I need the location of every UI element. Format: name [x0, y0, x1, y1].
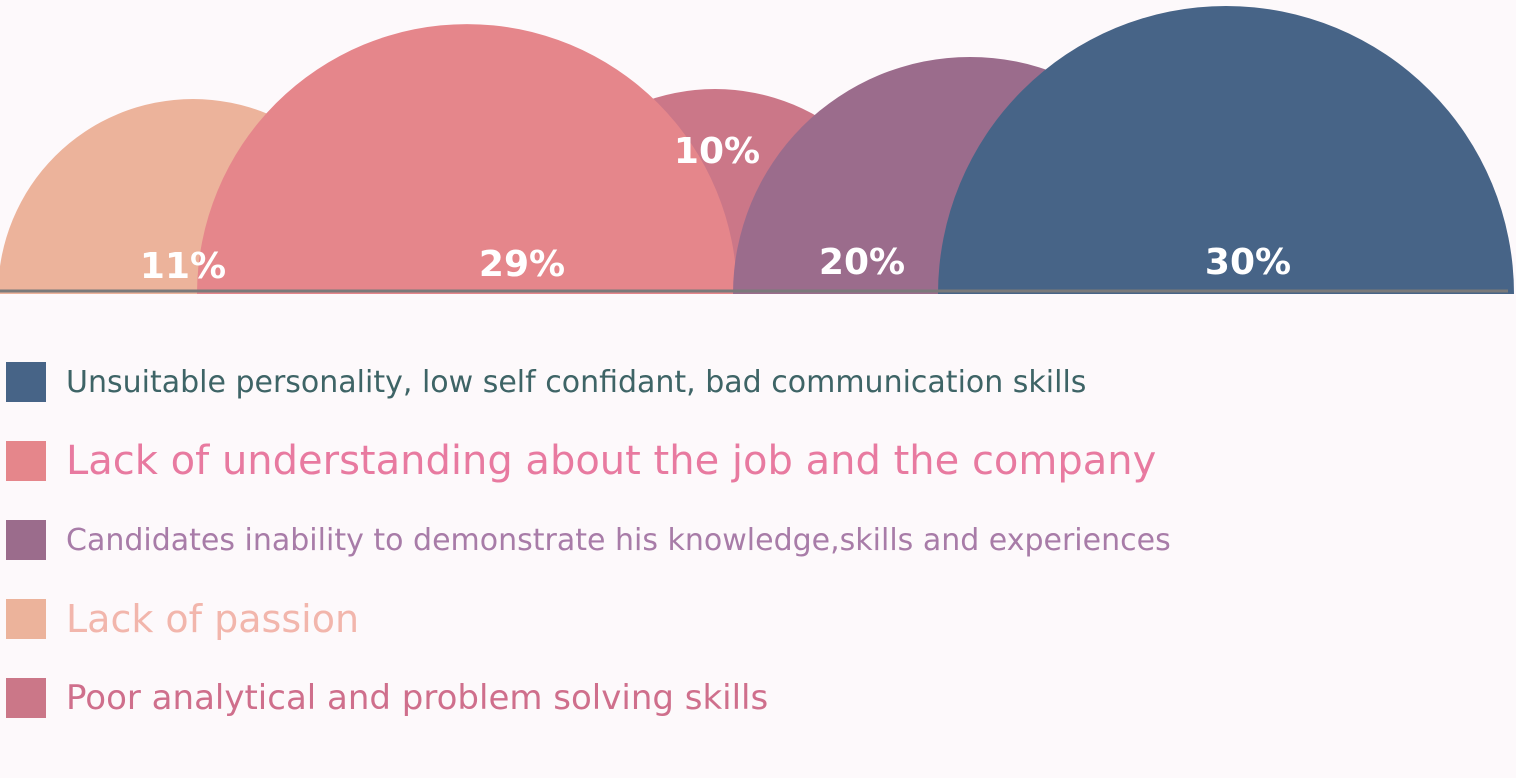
legend-item [6, 599, 1171, 639]
legend-swatch [6, 599, 46, 639]
legend-item [6, 520, 1171, 560]
legend-swatch [6, 441, 46, 481]
legend [6, 362, 1171, 757]
legend-label: Poor analytical and problem solving skills [66, 678, 769, 718]
legend-label: Lack of understanding about the job and the company [66, 438, 1157, 484]
slice-value-label: 30% [1204, 242, 1292, 283]
legend-item [6, 678, 1171, 718]
legend-swatch [6, 520, 46, 560]
legend-item [6, 438, 1171, 484]
slice-value-label: 29% [478, 244, 566, 285]
legend-item [6, 362, 1171, 402]
legend-label: Unsuitable personality, low self confidant, bad communication skills [66, 364, 1087, 400]
legend-label: Candidates inability to demonstrate his knowledge,skills and experiences [66, 522, 1171, 558]
chart-plot [0, 0, 1516, 300]
legend-label: Lack of passion [66, 597, 360, 641]
slice-value-label: 11% [139, 246, 227, 287]
legend-swatch [6, 362, 46, 402]
legend-swatch [6, 678, 46, 718]
slice-value-label: 10% [673, 131, 761, 172]
semicircle-slice [197, 24, 737, 294]
slice-value-label: 20% [818, 242, 906, 283]
